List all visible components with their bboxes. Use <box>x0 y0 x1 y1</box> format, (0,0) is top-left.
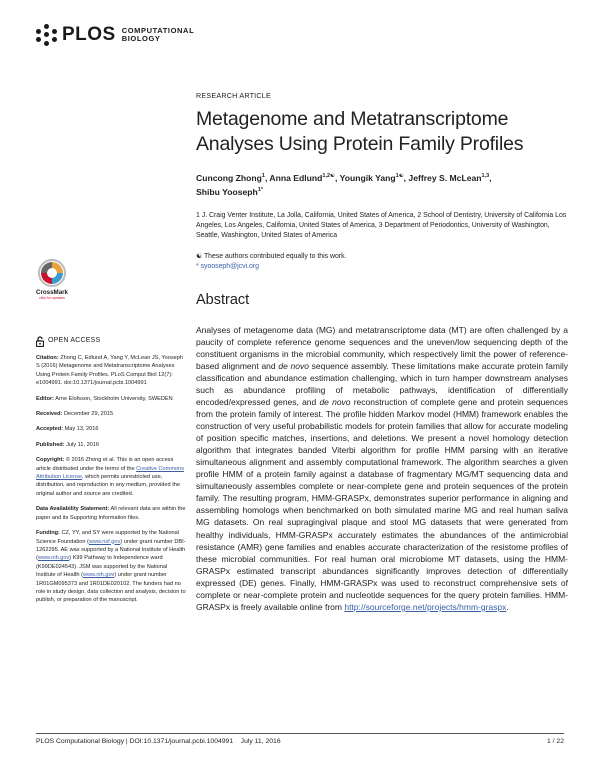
author[interactable]: Shibu Yooseph$^{1*}$ <box>196 186 263 197</box>
affiliations: 1 J. Craig Venter Institute, La Jolla, California, United States of America, 2 School of Dentistry, University of California Los Angeles, Los Angeles, California, United States of America, 3 Department of Periodontics, University of Washington, Seattle, Washington, United States of America <box>196 211 567 239</box>
nih-link[interactable]: www.nih.gov <box>37 555 70 562</box>
author[interactable]: Anna Edlund$^{1,2☯}$ <box>269 172 335 183</box>
editor-block: Editor: Arne Elofsson, Stockholm University, SWEDEN <box>36 395 173 402</box>
article-title: Metagenome and Metatranscriptome Analyses Using Protein Family Profiles <box>196 108 524 155</box>
article-sidebar <box>36 336 186 612</box>
data-availability-block: Data Availability Statement: All relevant data are within the paper and its Supporting Information files. <box>36 506 186 521</box>
page-number: 1 / 22 <box>546 738 564 745</box>
plos-dots-icon <box>36 24 58 46</box>
accepted-date: Accepted: May 13, 2016 <box>36 426 99 433</box>
article-type: RESEARCH ARTICLE <box>196 91 271 100</box>
equal-contribution-note: ☯ These authors contributed equally to this work. <box>196 252 347 260</box>
nih-link[interactable]: www.nih.gov <box>82 572 115 579</box>
abstract-heading: Abstract <box>196 291 250 308</box>
author[interactable]: Youngik Yang$^{1☯}$ <box>339 172 404 183</box>
license-link[interactable]: Creative Commons Attribution License <box>36 465 184 481</box>
crossmark-badge[interactable] <box>33 258 71 300</box>
author[interactable]: Cuncong Zhong$^1$ <box>196 172 265 183</box>
citation-block: Citation: Zhong C, Edlund A, Yang Y, McLean JS, Yooseph S (2016) Metagenome and Metatranscriptome Analyses Using Protein Family Profiles. PLoS Comput Biol 12(7): e1004991. doi:10.1371/journal.pcbi.1004991 <box>36 355 183 387</box>
crossmark-title: CrossMark <box>36 289 68 296</box>
footer-citation: PLOS Computational Biology | DOI:10.1371/journal.pcbi.1004991 July 11, 2016 <box>36 738 281 745</box>
open-access-badge: OPEN ACCESS <box>36 336 186 347</box>
crossmark-subtitle: click for updates <box>39 296 65 300</box>
copyright-block: Copyright: © 2016 Zhong et al. This is an open access article distributed under the terms of the Creative Commons Attribution License, which permits unrestricted use, distribution, and reproduction in any medium, provided the original author and source are credited. <box>36 457 184 497</box>
published-date: Published: July 11, 2016 <box>36 441 100 448</box>
crossmark-icon <box>37 258 67 288</box>
author[interactable]: Jeffrey S. McLean$^{1,3}$ <box>408 172 490 183</box>
nsf-link[interactable]: www.nsf.gov <box>88 538 121 545</box>
plos-logo[interactable] <box>36 24 194 46</box>
page-footer <box>36 733 564 745</box>
abstract-text: Analyses of metagenome data (MG) and metatranscriptome data (MT) are often challenged by a paucity of complete reference genome sequences and the uneven/low sequencing depth of the constituent organisms in the microbial community, which respectively limit the power of reference-based alignment and de novo sequence assembly. These limitations make accurate protein family classification and abundance estimation challenging, which in turn hamper downstream analyses such as abundance profiling of metabolic pathways, identification of differentially encoded/expressed genes, and de novo reconstruction of complete gene and protein sequences from the protein family of interest. The profile hidden Markov model (HMM) framework enables the construction of very useful probabilistic models for protein families that allow for accurate modeling of position specific matches, insertions, and deletions. We present a novel homology detection algorithm that integrates banded Viterbi algorithm for profile HMM parsing with an iterative simultaneous alignment and assembly computational framework. The algorithm searches a given profile HMM of a protein family against a database of fragmentary MG/MT sequencing data and simultaneously assembles complete or near-complete gene and protein sequences of the protein family. The resulting program, HMM-GRASPx, demonstrates superior performance in aligning and assembling homologs when benchmarked on both simulated marine MG and real human saliva MG datasets. On real supragingival plaque and stool MG datasets that were generated from healthy individuals, HMM-GRASPx accurately estimates the abundances of the antimicrobial resistance (AMR) gene families and enables accurate characterization of the resistome profiles of these microbial communities. For real human oral microbiome MT datasets, using the HMM-GRASPx estimated transcript abundances significantly improves detection of differentially expressed (DE) genes. Finally, HMM-GRASPx was used to reconstruct comprehensive sets of complete or near-complete protein and nucleotide sequences for the query protein families. HMM-GRASPx is freely available online from http://sourceforge.net/projects/hmm-graspx. <box>196 324 568 612</box>
author-list: Cuncong Zhong$^1$, Anna Edlund$^{1,2☯}$, Youngik Yang$^{1☯}$, Jeffrey S. McLean$^{1,3}$, Shibu Yooseph$^{1*}$ <box>196 172 492 197</box>
logo-word: PLOS <box>62 24 116 45</box>
received-date: Received: December 29, 2015 <box>36 411 114 418</box>
software-link[interactable]: http://sourceforge.net/projects/hmm-graspx <box>344 601 507 612</box>
corresponding-email[interactable]: * syooseph@jcvi.org <box>196 262 259 270</box>
logo-subtitle: COMPUTATIONAL BIOLOGY <box>121 25 195 43</box>
open-lock-icon <box>36 336 44 347</box>
funding-block: Funding: CZ, YY, and SY were supported by the National Science Foundation (www.nsf.gov) under grant number DBI-1262295. AE was supported by a National Institute of Health (www.nih.gov) K99 Pathway to Independence ward (K99DE024543). JSM was supported by the National Institute of Health (www.nih.gov) under grant number 1R01GM095373 and 1R01DE020102. The funders had no role in study design, data collection and analysis, decision to publish, or preparation of the manuscript. <box>36 530 186 604</box>
author-notes <box>196 252 568 272</box>
main-column <box>196 91 568 613</box>
